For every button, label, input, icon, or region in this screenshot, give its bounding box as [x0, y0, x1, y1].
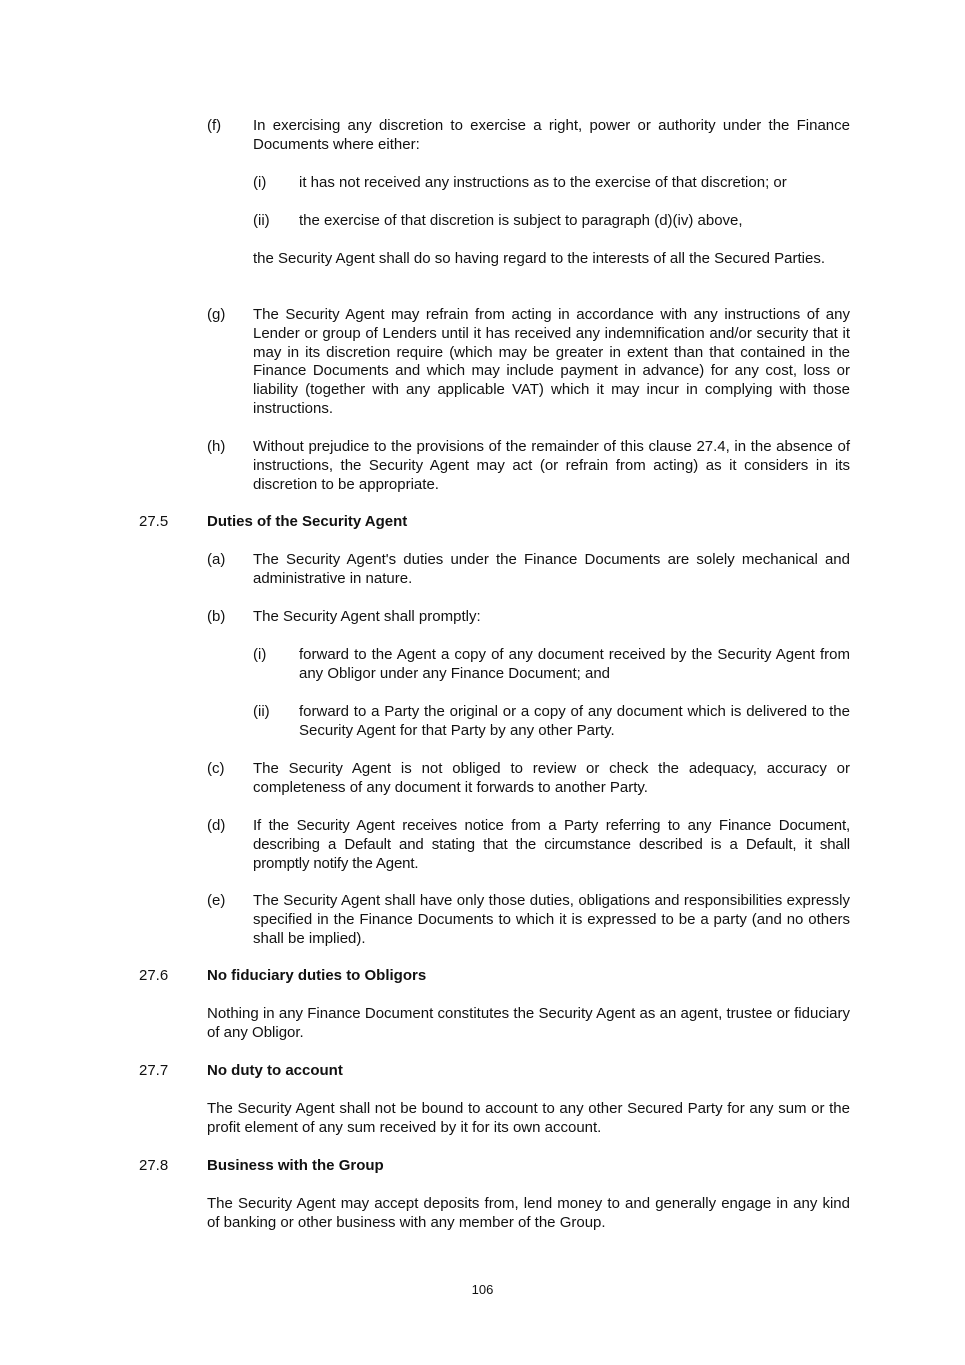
section-27-6-title: No fiduciary duties to Obligors — [207, 967, 427, 984]
clause-f-text: In exercising any discretion to exercise a right, power or authority under the Finance Documents where either: — [253, 117, 850, 153]
section-27-7-number: 27.7 — [139, 1062, 169, 1079]
section-27-5-number: 27.5 — [139, 513, 169, 530]
clause-27-5-d-marker: (d) — [207, 817, 226, 834]
clause-f-i-text: it has not received any instructions as to the exercise of that discretion; or — [299, 174, 787, 191]
clause-27-5-b-ii-text: forward to a Party the original or a copy of any document which is delivered to the Security Agent for that Party by any other Party. — [299, 703, 850, 739]
page-number: 106 — [471, 1282, 494, 1297]
section-27-7-text: The Security Agent shall not be bound to account to any other Secured Party for any sum or the profit element of any sum received by it for its own account. — [207, 1100, 850, 1136]
clause-27-5-b-i-marker: (i) — [253, 646, 267, 663]
clause-27-5-a-marker: (a) — [207, 551, 226, 568]
clause-h-marker: (h) — [207, 438, 226, 455]
clause-g-marker: (g) — [207, 306, 226, 323]
section-27-8-text: The Security Agent may accept deposits from, lend money to and generally engage in any kind of banking or other business with any member of the Group. — [207, 1195, 850, 1231]
clause-f-marker: (f) — [207, 117, 222, 134]
clause-f-ii-text: the exercise of that discretion is subject to paragraph (d)(iv) above, — [299, 212, 743, 229]
section-27-8-number: 27.8 — [139, 1157, 169, 1174]
clause-g-text: The Security Agent may refrain from acting in accordance with any instructions of any Lender or group of Lenders until it has received any indemnification and/or security that it may in its discretion require (which may be greater in extent than that contained in the Finance Documents and which may include payment in advance) for any cost, loss or liability (together with any applicable VAT) which it may incur in complying with those instructions. — [253, 306, 850, 417]
clause-27-5-b-marker: (b) — [207, 608, 226, 625]
clause-27-5-c-text: The Security Agent is not obliged to review or check the adequacy, accuracy or completeness of any document it forwards to another Party. — [253, 760, 850, 796]
section-27-8-title: Business with the Group — [207, 1157, 384, 1174]
clause-f-i-marker: (i) — [253, 174, 267, 191]
clause-f-ii-marker: (ii) — [253, 212, 270, 229]
clause-27-5-c-marker: (c) — [207, 760, 225, 777]
clause-27-5-b-text: The Security Agent shall promptly: — [253, 608, 481, 625]
clause-27-5-e-marker: (e) — [207, 892, 226, 909]
clause-f-tail: the Security Agent shall do so having regard to the interests of all the Secured Parties. — [253, 250, 825, 267]
clause-27-5-b-ii-marker: (ii) — [253, 703, 270, 720]
section-27-5-title: Duties of the Security Agent — [207, 513, 408, 530]
clause-h-text: Without prejudice to the provisions of the remainder of this clause 27.4, in the absence of instructions, the Security Agent may act (or refrain from acting) as it considers in its discretion to be appropriate. — [253, 438, 850, 493]
clause-27-5-a-text: The Security Agent's duties under the Finance Documents are solely mechanical and administrative in nature. — [253, 551, 850, 587]
clause-27-5-d-text: If the Security Agent receives notice from a Party referring to any Finance Document, describing a Default and stating that the circumstance described is a Default, it shall promptly notify the Agent. — [253, 817, 850, 872]
section-27-7-title: No duty to account — [207, 1062, 343, 1079]
clause-27-5-b-i-text: forward to the Agent a copy of any document received by the Security Agent from any Obligor under any Finance Document; and — [299, 646, 850, 682]
section-27-6-number: 27.6 — [139, 967, 169, 984]
section-27-6-text: Nothing in any Finance Document constitutes the Security Agent as an agent, trustee or fiduciary of any Obligor. — [207, 1005, 850, 1041]
clause-27-5-e-text: The Security Agent shall have only those duties, obligations and responsibilities expressly specified in the Finance Documents to which it is expressed to be a party (and no others shall be implied). — [253, 892, 850, 947]
